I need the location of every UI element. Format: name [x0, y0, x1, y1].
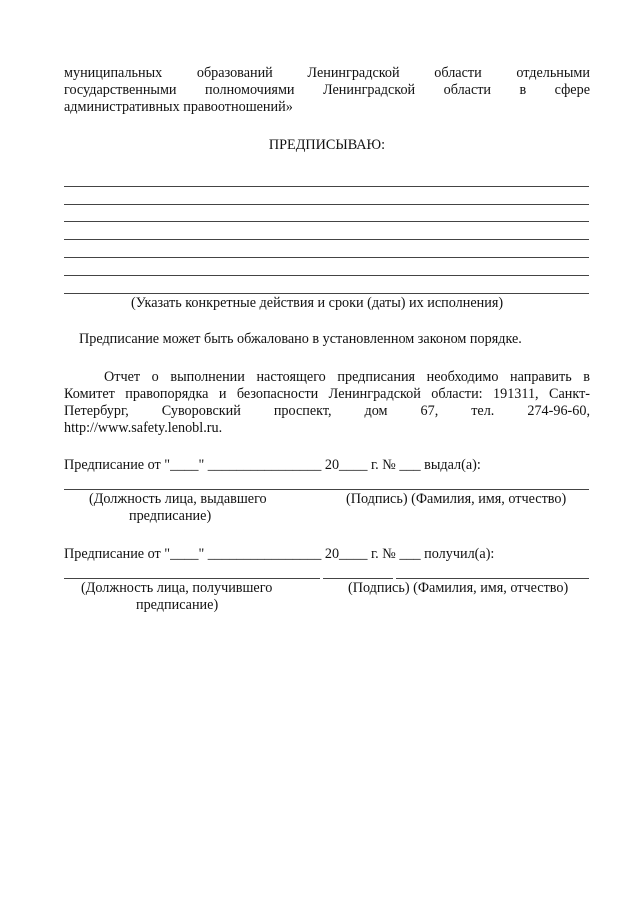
issued-position-label-1: (Должность лица, выдавшего — [89, 491, 267, 507]
blank-line-5 — [64, 257, 589, 258]
issued-signature-line — [64, 489, 589, 490]
intro-line-1: муниципальных образований Ленинградской области отдельными — [64, 65, 590, 81]
blank-line-7 — [64, 293, 589, 294]
received-signature-label: (Подпись) (Фамилия, имя, отчество) — [348, 580, 569, 596]
blank-line-3 — [64, 221, 589, 222]
report-line-2: Комитет правопорядка и безопасности Ленинградской области: 191311, Санкт- — [64, 386, 590, 402]
received-signature-line — [323, 578, 393, 579]
instruction-caption: (Указать конкретные действия и сроки (даты) их исполнения) — [131, 295, 504, 311]
issued-signature-label: (Подпись) (Фамилия, имя, отчество) — [346, 491, 567, 507]
issued-position-label-2: предписание) — [129, 508, 212, 524]
received-position-label-2: предписание) — [136, 597, 219, 613]
received-name-line — [396, 578, 589, 579]
report-line-3: Петербург, Суворовский проспект, дом 67, тел. 274-96-60, — [64, 403, 590, 419]
report-line-1: Отчет о выполнении настоящего предписания необходимо направить в — [104, 369, 590, 385]
received-line: Предписание от "____" ________________ 20____ г. № ___ получил(а): — [64, 546, 495, 562]
blank-line-6 — [64, 275, 589, 276]
blank-line-2 — [64, 204, 589, 205]
blank-line-1 — [64, 186, 589, 187]
page-heading: ПРЕДПИСЫВАЮ: — [268, 137, 386, 153]
intro-line-2: государственными полномочиями Ленинградской области в сфере — [64, 82, 590, 98]
blank-line-4 — [64, 239, 589, 240]
received-position-label-1: (Должность лица, получившего — [81, 580, 273, 596]
issued-line: Предписание от "____" ________________ 20____ г. № ___ выдал(а): — [64, 457, 481, 473]
appeal-note: Предписание может быть обжаловано в установленном законом порядке. — [79, 331, 522, 347]
received-position-line — [64, 578, 320, 579]
intro-line-3: административных правоотношений» — [64, 99, 293, 115]
report-line-4: http://www.safety.lenobl.ru. — [64, 420, 223, 436]
